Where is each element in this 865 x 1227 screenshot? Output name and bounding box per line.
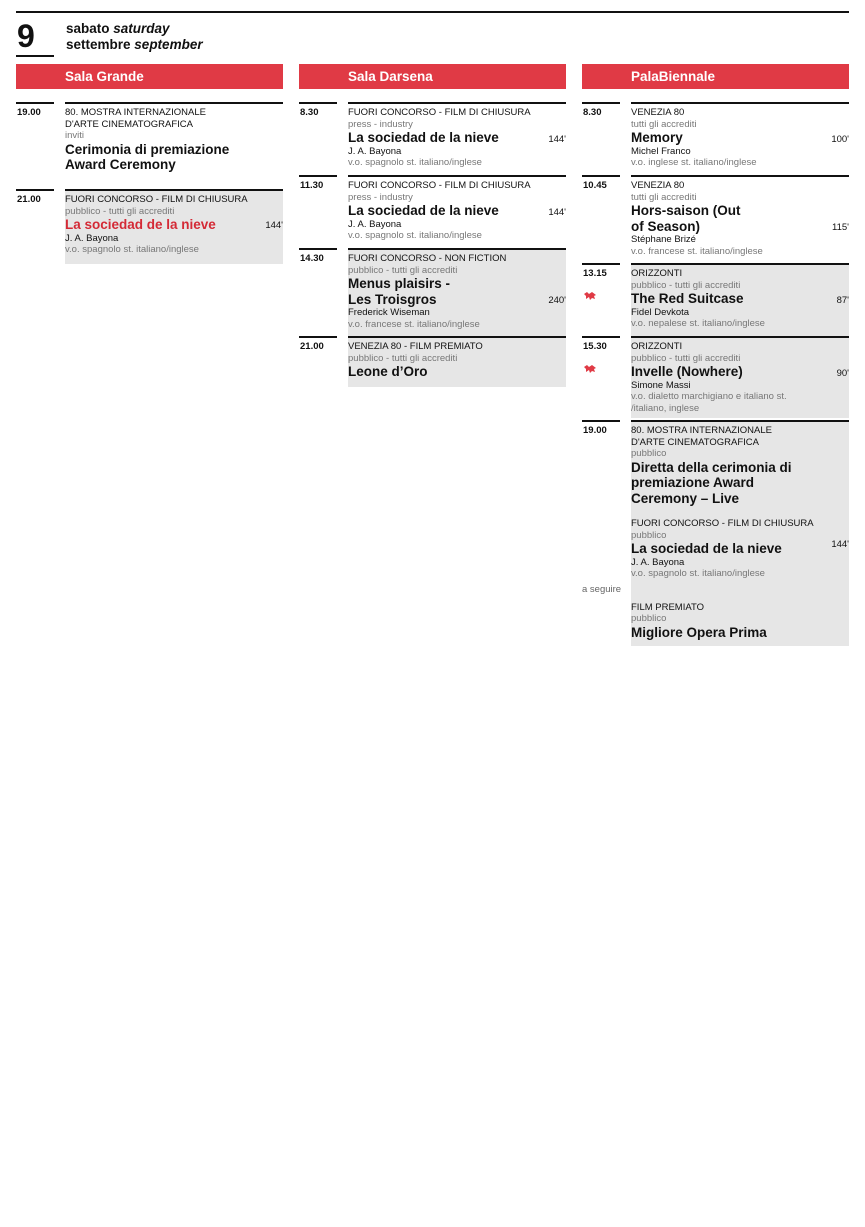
event-details bbox=[65, 189, 283, 264]
event-title: Invelle (Nowhere) bbox=[631, 364, 743, 379]
event-duration: 115' bbox=[832, 222, 849, 233]
event-audience: pubblico bbox=[631, 529, 667, 541]
date-heading bbox=[66, 21, 203, 52]
time-rule bbox=[582, 263, 620, 265]
venue-header: PalaBiennale bbox=[582, 64, 849, 89]
event-section: FILM PREMIATO bbox=[631, 601, 705, 613]
event-audience: pubblico - tutti gli accrediti bbox=[348, 264, 458, 276]
event-time: 14.30 bbox=[300, 253, 324, 264]
event-details bbox=[631, 102, 849, 173]
event-title: La sociedad de la nieve bbox=[65, 217, 216, 232]
event-details bbox=[348, 336, 566, 387]
event-section: ORIZZONTI bbox=[631, 341, 683, 352]
event-audience: pubblico - tutti gli accrediti bbox=[631, 352, 741, 364]
time-rule bbox=[582, 420, 620, 422]
event-title: Hors-saison (Out of Season) bbox=[631, 203, 741, 234]
event-title: Diretta della cerimonia di premiazione Award Ceremony – Live bbox=[631, 459, 792, 506]
event-time: 19.00 bbox=[17, 107, 41, 118]
event-duration: 144' bbox=[831, 539, 849, 550]
event-language: v.o. dialetto marchigiano e italiano st. /italiano, inglese bbox=[631, 391, 787, 414]
event-details bbox=[65, 102, 283, 177]
time-rule bbox=[299, 175, 337, 177]
event-title: La sociedad de la nieve bbox=[631, 541, 782, 556]
event-audience: press - industry bbox=[348, 118, 413, 130]
event-section: 80. MOSTRA INTERNAZIONALE D'ARTE CINEMATOGRAFICA bbox=[631, 425, 772, 448]
event-section: VENEZIA 80 bbox=[631, 180, 685, 191]
event-section: FUORI CONCORSO - NON FICTION bbox=[348, 253, 507, 264]
event-audience: pubblico bbox=[631, 448, 667, 459]
event-audience: pubblico - tutti gli accrediti bbox=[348, 352, 458, 364]
event-title: The Red Suitcase bbox=[631, 291, 744, 306]
event-language: v.o. spagnolo st. italiano/inglese bbox=[348, 230, 482, 241]
time-rule bbox=[16, 189, 54, 191]
time-rule bbox=[16, 102, 54, 104]
event-section: FUORI CONCORSO - FILM DI CHIUSURA bbox=[65, 194, 248, 205]
event-audience: pubblico - tutti gli accrediti bbox=[65, 205, 175, 217]
event-audience: press - industry bbox=[348, 191, 413, 203]
event-title: Menus plaisirs - Les Troisgros bbox=[348, 276, 451, 307]
month-it: settembre bbox=[66, 36, 131, 52]
event-time: 13.15 bbox=[583, 268, 607, 279]
weekday-it: sabato bbox=[66, 21, 110, 36]
sub-event bbox=[631, 518, 849, 580]
event-time: 21.00 bbox=[17, 194, 41, 205]
top-rule bbox=[16, 11, 849, 13]
event-language: v.o. spagnolo st. italiano/inglese bbox=[65, 244, 199, 255]
event-audience: pubblico - tutti gli accrediti bbox=[631, 279, 741, 291]
followup-label: a seguire bbox=[582, 584, 622, 595]
event-language: v.o. spagnolo st. italiano/inglese bbox=[631, 568, 765, 579]
event-time: 10.45 bbox=[583, 180, 607, 191]
event-details bbox=[631, 420, 849, 646]
event-language: v.o. francese st. italiano/inglese bbox=[631, 245, 763, 257]
event-title: Leone d’Oro bbox=[348, 364, 428, 379]
event-section: FUORI CONCORSO - FILM DI CHIUSURA bbox=[348, 107, 531, 118]
event-details bbox=[348, 248, 566, 336]
event-duration: 240' bbox=[548, 295, 566, 306]
event-director: J. A. Bayona bbox=[348, 218, 402, 230]
event-director: Simone Massi bbox=[631, 379, 691, 391]
event-time: 8.30 bbox=[300, 107, 319, 118]
event-details bbox=[631, 263, 849, 336]
event-director: J. A. Bayona bbox=[65, 232, 119, 244]
event-section: FUORI CONCORSO - FILM DI CHIUSURA bbox=[348, 180, 531, 191]
event-duration: 144' bbox=[265, 220, 283, 231]
event-audience: tutti gli accrediti bbox=[631, 118, 697, 130]
event-director: Frederick Wiseman bbox=[348, 307, 430, 318]
lion-icon bbox=[583, 364, 597, 374]
event-director: Michel Franco bbox=[631, 145, 691, 157]
month-en: september bbox=[134, 36, 203, 52]
time-rule bbox=[582, 102, 620, 104]
event-director: J. A. Bayona bbox=[348, 145, 402, 157]
event-language: v.o. nepalese st. italiano/inglese bbox=[631, 318, 765, 329]
event-details bbox=[631, 175, 849, 261]
event-title: Cerimonia di premiazione Award Ceremony bbox=[65, 141, 230, 172]
event-duration: 87' bbox=[836, 295, 849, 306]
event-title: La sociedad de la nieve bbox=[348, 130, 499, 145]
column-palabiennale bbox=[582, 64, 849, 640]
event-language: v.o. inglese st. italiano/inglese bbox=[631, 157, 757, 168]
time-rule bbox=[299, 102, 337, 104]
event-duration: 90' bbox=[836, 368, 849, 379]
event-title: La sociedad de la nieve bbox=[348, 203, 499, 218]
event-details bbox=[348, 102, 566, 173]
time-rule bbox=[582, 336, 620, 338]
venue-header: Sala Grande bbox=[16, 64, 283, 89]
event-section: 80. MOSTRA INTERNAZIONALE D'ARTE CINEMATOGRAFICA bbox=[65, 107, 206, 130]
event-audience: tutti gli accrediti bbox=[631, 191, 697, 203]
event-details bbox=[348, 175, 566, 246]
time-rule bbox=[299, 336, 337, 338]
time-rule bbox=[582, 175, 620, 177]
lion-icon bbox=[583, 291, 597, 301]
event-section: FUORI CONCORSO - FILM DI CHIUSURA bbox=[631, 518, 814, 529]
event-time: 21.00 bbox=[300, 341, 324, 352]
event-title: Migliore Opera Prima bbox=[631, 624, 767, 640]
event-duration: 100' bbox=[831, 134, 849, 145]
weekday-en: saturday bbox=[113, 21, 170, 36]
event-section: ORIZZONTI bbox=[631, 268, 683, 279]
event-duration: 144' bbox=[548, 134, 566, 145]
event-time: 8.30 bbox=[583, 107, 602, 118]
venue-header: Sala Darsena bbox=[299, 64, 566, 89]
event-time: 11.30 bbox=[300, 180, 324, 191]
event-director: Fidel Devkota bbox=[631, 306, 690, 318]
time-rule bbox=[299, 248, 337, 250]
event-language: v.o. francese st. italiano/inglese bbox=[348, 318, 480, 330]
event-title: Memory bbox=[631, 130, 683, 145]
event-time: 19.00 bbox=[583, 425, 607, 436]
event-audience: inviti bbox=[65, 130, 85, 141]
day-separator bbox=[16, 55, 54, 57]
event-details bbox=[631, 336, 849, 418]
event-language: v.o. spagnolo st. italiano/inglese bbox=[348, 157, 482, 168]
event-director: Stéphane Brizé bbox=[631, 234, 696, 245]
event-director: J. A. Bayona bbox=[631, 556, 685, 568]
sub-event bbox=[631, 602, 849, 641]
column-sala-grande bbox=[16, 64, 283, 255]
event-duration: 144' bbox=[548, 207, 566, 218]
event-time: 15.30 bbox=[583, 341, 607, 352]
event-audience: pubblico bbox=[631, 613, 667, 624]
day-number: 9 bbox=[17, 18, 35, 54]
column-sala-darsena bbox=[299, 64, 566, 379]
event-section: VENEZIA 80 bbox=[631, 107, 685, 118]
event-section: VENEZIA 80 - FILM PREMIATO bbox=[348, 341, 483, 352]
